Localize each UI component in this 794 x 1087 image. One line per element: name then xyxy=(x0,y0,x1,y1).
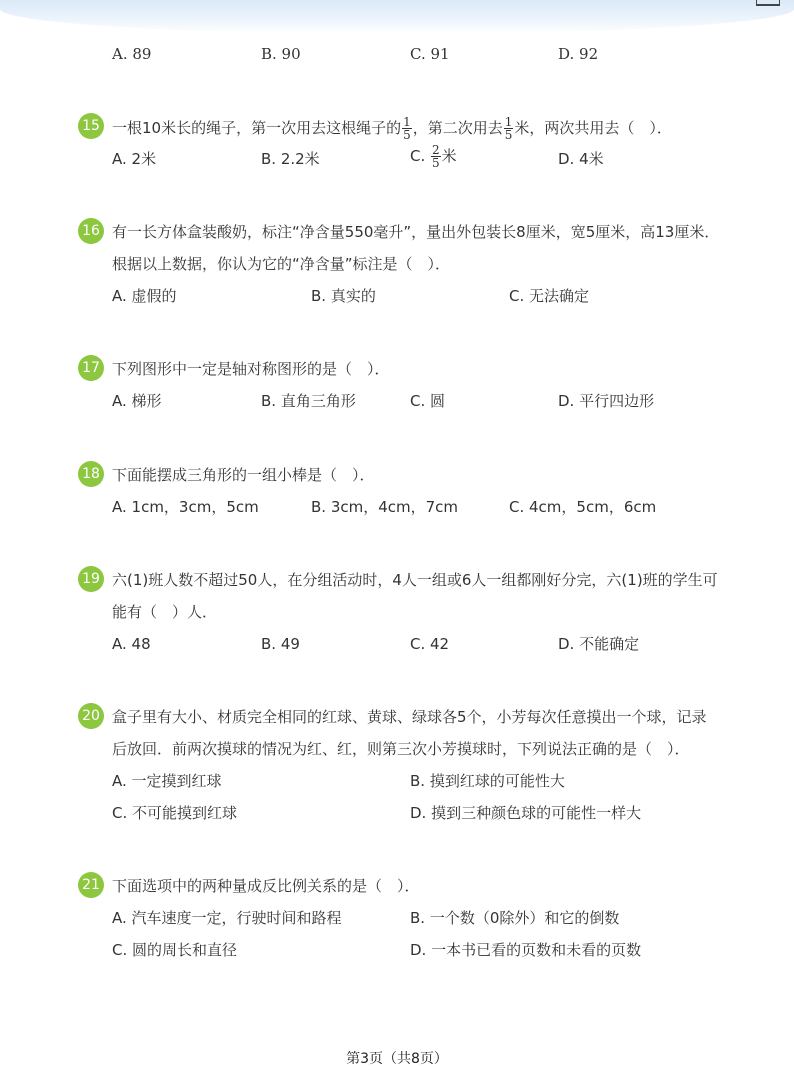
option-a: A. 虚假的 xyxy=(112,287,177,305)
option-d: D. 一本书已看的页数和未看的页数 xyxy=(410,941,642,959)
option-c: C. 91 xyxy=(410,45,450,63)
option-d: D. 92 xyxy=(558,45,599,63)
question-text-part: 米，两次共用去（ ）． xyxy=(514,119,672,137)
fraction xyxy=(431,144,441,169)
question-number-badge: 15 xyxy=(78,113,104,139)
question-text-line-1: 下面选项中的两种量成反比例关系的是（ ）． xyxy=(112,877,420,895)
option-d: D. 摸到三种颜色球的可能性一样大 xyxy=(410,804,642,822)
question-text-line-2: 后放回．前两次摸球的情况为红、红，则第三次小芳摸球时，下列说法正确的是（ ）． xyxy=(112,740,690,758)
question-text-line-1: 下列图形中一定是轴对称图形的是（ ）． xyxy=(112,360,390,378)
option-c: C. 无法确定 xyxy=(509,287,590,305)
option-unit: 米 xyxy=(441,147,457,165)
corner-mark xyxy=(756,0,780,6)
fraction xyxy=(402,116,412,141)
question-text-line-1: 盒子里有大小、材质完全相同的红球、黄球、绿球各5个，小芳每次任意摸出一个球，记录 xyxy=(112,708,707,726)
option-c: C. 不可能摸到红球 xyxy=(112,804,238,822)
question-number-badge: 21 xyxy=(78,872,104,898)
question-number-badge: 17 xyxy=(78,355,104,381)
option-a: A. 89 xyxy=(112,45,152,63)
option-b: B. 真实的 xyxy=(311,287,376,305)
question-text-line-1: 下面能摆成三角形的一组小棒是（ ）． xyxy=(112,466,375,484)
option-c xyxy=(410,144,457,169)
fraction-numerator: 2 xyxy=(432,143,440,157)
question-text-line-2: 根据以上数据，你认为它的“净含量”标注是（ ）． xyxy=(112,255,451,273)
question-text-part: ，第二次用去 xyxy=(412,119,503,137)
page-number: 第3页（共8页） xyxy=(346,1051,448,1067)
option-b: B. 2.2米 xyxy=(261,150,320,168)
option-b: B. 49 xyxy=(261,635,300,653)
fraction-denominator: 5 xyxy=(403,128,411,142)
option-a: A. 一定摸到红球 xyxy=(112,772,222,790)
option-b: B. 一个数（0除外）和它的倒数 xyxy=(410,909,620,927)
option-c: C. 圆的周长和直径 xyxy=(112,941,238,959)
question-number-badge: 16 xyxy=(78,218,104,244)
fraction-numerator: 1 xyxy=(504,115,513,129)
option-b: B. 3cm，4cm，7cm xyxy=(311,498,459,516)
option-label: C. xyxy=(410,147,426,165)
question-number-badge: 18 xyxy=(78,461,104,487)
fraction-denominator: 5 xyxy=(504,128,513,142)
question-text xyxy=(112,116,672,141)
option-b: B. 90 xyxy=(261,45,301,63)
option-a: A. 梯形 xyxy=(112,392,162,410)
option-c: C. 42 xyxy=(410,635,450,653)
option-c: C. 圆 xyxy=(410,392,446,410)
fraction-denominator: 5 xyxy=(432,156,440,170)
option-a: A. 1cm，3cm，5cm xyxy=(112,498,259,516)
option-a: A. 2米 xyxy=(112,150,157,168)
question-number-badge: 20 xyxy=(78,703,104,729)
option-b: B. 摸到红球的可能性大 xyxy=(410,772,565,790)
fraction-numerator: 1 xyxy=(403,115,411,129)
option-a: A. 汽车速度一定，行驶时间和路程 xyxy=(112,909,342,927)
question-text-part: 一根10米长的绳子，第一次用去这根绳子的 xyxy=(112,119,402,137)
option-a: A. 48 xyxy=(112,635,151,653)
header-band xyxy=(0,0,794,34)
option-d: D. 平行四边形 xyxy=(558,392,655,410)
question-number-badge: 19 xyxy=(78,566,104,592)
option-d: D. 不能确定 xyxy=(558,635,640,653)
fraction xyxy=(504,116,514,141)
question-text-line-2: 能有（ ）人． xyxy=(112,603,218,621)
option-c: C. 4cm，5cm，6cm xyxy=(509,498,657,516)
question-text-line-1: 六(1)班人数不超过50人，在分组活动时，4人一组或6人一组都刚好分完，六(1)班的学生可 xyxy=(112,571,718,589)
option-d: D. 4米 xyxy=(558,150,604,168)
question-text-line-1: 有一长方体盒装酸奶，标注“净含量550毫升”，量出外包装长8厘米，宽5厘米，高13厘米． xyxy=(112,223,720,241)
option-b: B. 直角三角形 xyxy=(261,392,356,410)
